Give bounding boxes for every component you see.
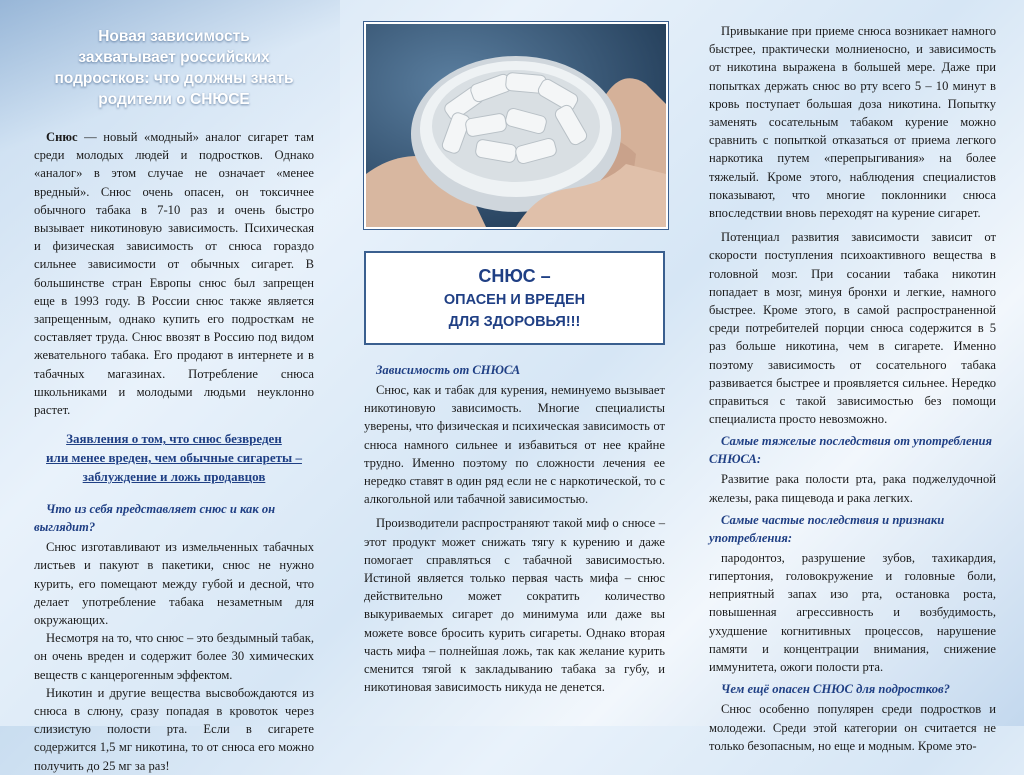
- paragraph: Потенциал развития зависимости зависит от скорости поступления психоактивного вещества в головной мозг. При сосании табака никотин попадает в мозг, минуя бронхи и легкие, намного быстрее. Кроме этого, в самой распространенной среди потребителей порции снюса содержится в 5 раз больше никотина, чем в сигарете. Именно поэтому зависимость от сосательного табака развивается быстрее и проявляется сильнее. Нередко справиться с такой зависимостью без помощи специалиста просто невозможно.: [709, 230, 996, 427]
- intro-paragraph: [34, 128, 314, 419]
- section-heading: Зависимость от СНЮСА: [376, 363, 521, 377]
- section-heading: Чем ещё опасен СНЮС для подростков?: [721, 682, 950, 697]
- paragraph: пародонтоз, разрушение зубов, тахикардия, гипертония, головокружение и головные боли, неприятный запах изо рта, остановка роста, повышенная агрессивность и возбудимость, ухудшение когнитивных процессов, нарушение памяти и концентрации внимания, снижение иммунитета, ожоги полости рта.: [709, 550, 996, 675]
- paragraph: Развитие рака полости рта, рака поджелудочной железы, рака пищевода и рака легких.: [709, 472, 996, 505]
- page-title: [34, 26, 314, 110]
- title-line: захватывает российских: [78, 49, 270, 66]
- section-heading: Самые частые последствия и признаки употребления:: [709, 512, 945, 545]
- paragraph: Снюс, как и табак для курения, неминуемо вызывает никотиновую зависимость. Многие специалисты уверены, что физическая и психическая зависимость от снюса намного сильнее и избавиться от нее крайне трудно. Именно поэтому по сложности лечения ее нередко ставят в один ряд если не с наркотической, то с алкогольной или табачной зависимостью.: [364, 383, 665, 507]
- warning-line: или менее вреден, чем обычные сигареты –: [46, 450, 302, 466]
- title-line: Новая зависимость: [98, 28, 250, 45]
- question-heading: Что из себя представляет снюс и как он выглядит?: [34, 502, 276, 535]
- title-line: родители о СНЮСЕ: [98, 91, 250, 108]
- paragraph: Привыкание при приеме снюса возникает намного быстрее, практически молниеносно, и зависимость от никотина выражена в большей мере. Даже при попытках держать снюс во рту всего 5 – 10 минут в кровь поступает большая доза никотина. Попытку заменять сосательным табаком курение можно сравнить с попыткой отказаться от приема легкого наркотика путем «перепрыгивания» на более тяжелый. Кроме этого, наблюдения специалистов показывают, что многие поклонники снюса впоследствии вновь переходят на курение сигарет.: [709, 24, 996, 221]
- warning-line: Заявления о том, что снюс безвреден: [66, 431, 282, 447]
- paragraph: Никотин и другие вещества высвобождаются из снюса в слюну, сразу попадая в кровоток через слизистую полости рта. Если в сигарете содержится 1,5 мг никотина, то от снюса его можно получить до 25 мг за раз!: [34, 685, 314, 773]
- warning-line: заблуждение и ложь продавцов: [82, 469, 266, 485]
- paragraph: Производители распространяют такой миф о снюсе – этот продукт может снижать тягу к курению и даже помогает справляться с табачной зависимостью. Истиной является только первая часть мифа – снюс действительно может сократить количество выкуриваемых сигарет до минимума или даже вы можете вовсе бросить курить сигареты. Однако вторая часть мифа – полнейшая ложь, так как желание курить сменится тягой к закладыванию табака за губу, и никотиновая зависимость никуда не денется.: [364, 516, 665, 695]
- paragraph: Снюс изготавливают из измельченных табачных листьев и пакуют в пакетики, снюс не нужно курить, его помещают между губой и десной, что делает употребление табака незаметным для окружающих.: [34, 540, 314, 628]
- headline-line: СНЮС –: [478, 266, 551, 286]
- headline-line: ДЛЯ ЗДОРОВЬЯ!!!: [448, 314, 581, 330]
- intro-bold-term: Снюс: [46, 130, 78, 144]
- title-line: подростков: что должны знать: [54, 70, 294, 87]
- intro-text: — новый «модный» аналог сигарет там среди молодых людей и подростков. Однако «аналог» в этом случае не означает «менее вредный». Снюс очень опасен, он токсичнее обычного табака в 7-10 раз и очень быстро вызывает никотиновую зависимость. Психическая и физическая зависимость от снюса гораздо сильнее зависимости от обычных сигарет. В большинстве стран Европы снюс был запрещен еще в 1993 году. В России снюс также является запрещенным, однако купить его подросткам не составляет труда. Снюс ввозят в Россию под видом жевательного табака. Его продают в интернете и в табачных магазинах. Потребление снюса школьниками и молодыми людьми неуклонно растет.: [34, 130, 314, 418]
- middle-column: [340, 0, 685, 726]
- headline-line: ОПАСЕН И ВРЕДЕН: [443, 292, 586, 308]
- paragraph: Несмотря на то, что снюс – это бездымный табак, он очень вреден и содержит более 30 химических веществ с канцерогенным эффектом.: [34, 631, 314, 682]
- warning-heading: [34, 429, 314, 486]
- right-column: [685, 0, 1024, 753]
- paragraph: Снюс особенно популярен среди подростков и молодежи. Среди этой категории он считается не только безопасным, но еще и модным. Кроме это-: [709, 702, 996, 753]
- section-heading: Самые тяжелые последствия от употребления СНЮСА:: [709, 434, 993, 467]
- headline-box: [364, 251, 665, 345]
- snus-photo: [364, 22, 668, 229]
- left-column: [0, 0, 340, 773]
- snus-tin-illustration: [366, 24, 666, 227]
